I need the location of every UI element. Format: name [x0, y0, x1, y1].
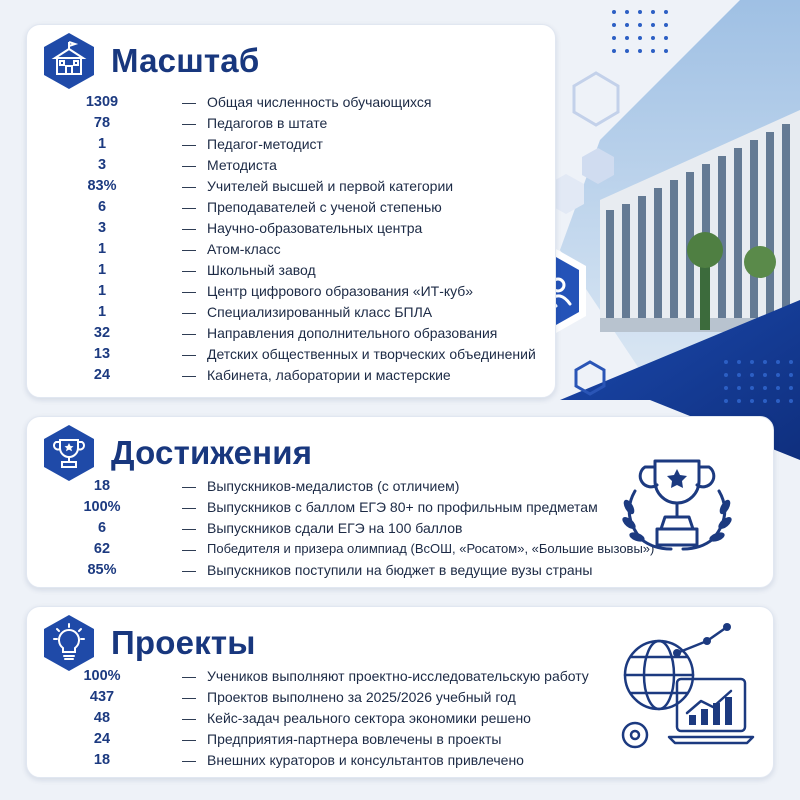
list-item [27, 686, 589, 707]
projects-card-header [43, 615, 256, 671]
dot-grid-decoration [724, 360, 793, 403]
achievements-card [26, 416, 774, 588]
dash-separator: — [182, 751, 196, 768]
dash-separator: — [182, 114, 196, 131]
stat-value: 18 [93, 477, 111, 494]
stat-label: Общая численность обучающихся [207, 93, 432, 110]
dash-separator: — [182, 498, 196, 515]
list-item [27, 196, 536, 217]
stat-value: 78 [93, 114, 111, 131]
scale-list [27, 91, 536, 385]
stat-label: Детских общественных и творческих объединений [207, 345, 536, 362]
stat-label: Педагогов в штате [207, 114, 328, 131]
stat-value: 1 [97, 240, 107, 257]
stat-value: 3 [97, 156, 107, 173]
stat-label: Преподавателей с ученой степенью [207, 198, 442, 215]
list-item [27, 301, 536, 322]
stat-label: Выпускников с баллом ЕГЭ 80+ по профильным предметам [207, 498, 598, 515]
scale-title: Масштаб [111, 42, 260, 79]
dash-separator: — [182, 156, 196, 173]
dash-separator: — [182, 345, 196, 362]
stat-value: 83% [87, 177, 117, 194]
dash-separator: — [182, 540, 196, 557]
projects-list [27, 665, 589, 770]
dash-separator: — [182, 324, 196, 341]
dash-separator: — [182, 135, 196, 152]
lightbulb-icon [43, 614, 95, 672]
list-item [27, 707, 589, 728]
stat-label: Проектов выполнено за 2025/2026 учебный год [207, 688, 516, 705]
stat-value: 62 [93, 540, 111, 557]
stat-value: 6 [97, 519, 107, 536]
stat-value: 13 [93, 345, 111, 362]
list-item [27, 154, 536, 175]
stat-value: 85% [87, 561, 117, 578]
stat-value: 32 [93, 324, 111, 341]
dash-separator: — [182, 198, 196, 215]
stat-label: Кейс-задач реального сектора экономики решено [207, 709, 531, 726]
dash-separator: — [182, 240, 196, 257]
list-item [27, 259, 536, 280]
dash-separator: — [182, 177, 196, 194]
stat-value: 24 [93, 366, 111, 383]
stat-label: Педагог-методист [207, 135, 323, 152]
scale-card [26, 24, 556, 398]
stat-label: Выпускников поступили на бюджет в ведущие вузы страны [207, 561, 593, 578]
stat-value: 6 [97, 198, 107, 215]
list-item [27, 133, 536, 154]
list-item [27, 749, 589, 770]
stat-value: 1 [97, 261, 107, 278]
list-item [27, 475, 654, 496]
stat-label: Победителя и призера олимпиад (ВсОШ, «Росатом», «Большие вызовы») [207, 541, 655, 556]
stat-label: Направления дополнительного образования [207, 324, 498, 341]
dot-grid-decoration [612, 10, 668, 53]
dash-separator: — [182, 366, 196, 383]
achievements-title: Достижения [111, 434, 313, 471]
stat-value: 100% [83, 498, 121, 515]
stat-value: 24 [93, 730, 111, 747]
stat-label: Методиста [207, 156, 277, 173]
globe-laptop-chart-illustration [607, 613, 757, 773]
stat-value: 48 [93, 709, 111, 726]
dash-separator: — [182, 709, 196, 726]
school-building-icon [43, 32, 95, 90]
list-item [27, 496, 654, 517]
achievements-card-header [43, 425, 312, 481]
list-item [27, 280, 536, 301]
dash-separator: — [182, 730, 196, 747]
dash-separator: — [182, 688, 196, 705]
achievements-list [27, 475, 654, 580]
list-item [27, 175, 536, 196]
dash-separator: — [182, 519, 196, 536]
stat-label: Кабинета, лаборатории и мастерские [207, 366, 451, 383]
dash-separator: — [182, 261, 196, 278]
stat-value: 1 [97, 135, 107, 152]
stat-label: Научно-образовательных центра [207, 219, 423, 236]
hexagon-outline [574, 73, 618, 125]
stat-value: 1 [97, 282, 107, 299]
list-item [27, 728, 589, 749]
list-item [27, 665, 589, 686]
scale-card-header [43, 33, 259, 89]
dash-separator: — [182, 93, 196, 110]
trophy-icon [43, 424, 95, 482]
stat-label: Специализированный класс БПЛА [207, 303, 433, 320]
list-item [27, 538, 654, 559]
dash-separator: — [182, 561, 196, 578]
list-item [27, 238, 536, 259]
list-item [27, 517, 654, 538]
stat-label: Выпускников-медалистов (с отличием) [207, 477, 460, 494]
stat-value: 18 [93, 751, 111, 768]
projects-title: Проекты [111, 624, 256, 661]
list-item [27, 322, 536, 343]
list-item [27, 217, 536, 238]
list-item [27, 112, 536, 133]
list-item [27, 559, 654, 580]
stat-value: 3 [97, 219, 107, 236]
stat-label: Учителей высшей и первой категории [207, 177, 454, 194]
dash-separator: — [182, 667, 196, 684]
dash-separator: — [182, 219, 196, 236]
dash-separator: — [182, 282, 196, 299]
list-item [27, 343, 536, 364]
stat-label: Выпускников сдали ЕГЭ на 100 баллов [207, 519, 463, 536]
stat-label: Центр цифрового образования «ИТ-куб» [207, 282, 474, 299]
stat-value: 1 [97, 303, 107, 320]
building-photo [560, 0, 800, 370]
trophy-laurel-illustration [607, 441, 747, 571]
stat-value: 100% [83, 667, 121, 684]
stat-label: Школьный завод [207, 261, 316, 278]
stat-label: Учеников выполняют проектно-исследовательскую работу [207, 667, 589, 684]
dash-separator: — [182, 477, 196, 494]
stat-value: 437 [89, 688, 115, 705]
stat-label: Внешних кураторов и консультантов привлечено [207, 751, 524, 768]
stat-label: Предприятия-партнера вовлечены в проекты [207, 730, 502, 747]
dash-separator: — [182, 303, 196, 320]
stat-value: 1309 [85, 93, 119, 110]
stat-label: Атом-класс [207, 240, 281, 257]
list-item [27, 364, 536, 385]
list-item [27, 91, 536, 112]
projects-card [26, 606, 774, 778]
